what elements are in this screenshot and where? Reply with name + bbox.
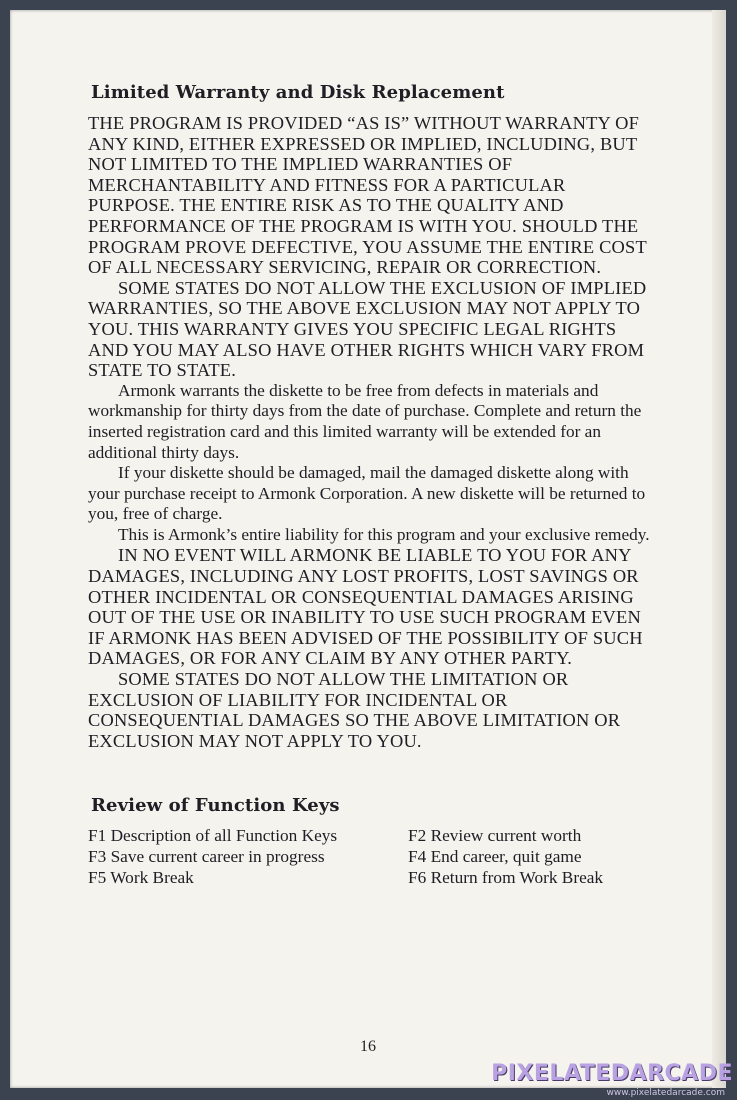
warranty-heading: Limited Warranty and Disk Replacement: [91, 82, 505, 103]
warranty-paragraph-1: THE PROGRAM IS PROVIDED “AS IS” WITHOUT WARRANTY OF ANY KIND, EITHER EXPRESSED OR IMPLIED, INCLUDING, BUT NOT LIMITED TO THE IMPLIED WARRANTIES OF MERCHANTABILITY AND FITNESS FOR A PARTICULAR PURPOSE. THE ENTIRE RISK AS TO THE QUALITY AND PERFORMANCE OF THE PROGRAM IS WITH YOU. SHOULD THE PROGRAM PROVE DEFECTIVE, YOU ASSUME THE ENTIRE COST OF ALL NECESSARY SERVICING, REPAIR OR CORRECTION.: [88, 113, 647, 278]
function-key-f6: F6 Return from Work Break: [408, 867, 604, 887]
warranty-paragraph-6: IN NO EVENT WILL ARMONK BE LIABLE TO YOU FOR ANY DAMAGES, INCLUDING ANY LOST PROFITS, LOST SAVINGS OR OTHER INCIDENTAL OR CONSEQUENTIAL DAMAGES ARISING OUT OF THE USE OR INABILITY TO USE SUCH PROGRAM EVEN IF ARMONK HAS BEEN ADVISED OF THE POSSIBILITY OF SUCH DAMAGES, OR FOR ANY CLAIM BY ANY OTHER PARTY.: [88, 545, 643, 669]
function-key-f5: F5 Work Break: [88, 867, 194, 887]
function-key-f2: F2 Review current worth: [408, 826, 582, 846]
warranty-paragraph-2: SOME STATES DO NOT ALLOW THE EXCLUSION OF IMPLIED WARRANTIES, SO THE ABOVE EXCLUSION MAY NOT APPLY TO YOU. THIS WARRANTY GIVES YOU SPECIFIC LEGAL RIGHTS AND YOU MAY ALSO HAVE OTHER RIGHTS WHICH VARY FROM STATE TO STATE.: [88, 277, 647, 381]
page-spine: [712, 10, 726, 1088]
manual-page: [10, 10, 726, 1088]
warranty-paragraph-7: SOME STATES DO NOT ALLOW THE LIMITATION OR EXCLUSION OF LIABILITY FOR INCIDENTAL OR CONSEQUENTIAL DAMAGES SO THE ABOVE LIMITATION OR EXCLUSION MAY NOT APPLY TO YOU.: [88, 669, 621, 751]
warranty-paragraph-3: Armonk warrants the diskette to be free from defects in materials and workmanship for thirty days from the date of purchase. Complete and return the inserted registration card and this limited warranty will be extended for an additional thirty days.: [88, 380, 642, 462]
function-keys-heading: Review of Function Keys: [91, 795, 340, 817]
watermark-brand: PIXELATEDARCADE: [491, 1061, 733, 1086]
warranty-paragraph-4: If your diskette should be damaged, mail the damaged diskette along with your purchase receipt to Armonk Corporation. A new diskette will be returned to you, free of charge.: [88, 463, 646, 524]
function-key-f1: F1 Description of all Function Keys: [88, 826, 338, 846]
page-content: [88, 82, 654, 888]
function-key-f3: F3 Save current career in progress: [88, 847, 325, 866]
function-keys-list: [88, 826, 654, 888]
page-number: 16: [360, 1038, 376, 1055]
function-key-f4: F4 End career, quit game: [408, 847, 582, 866]
watermark-url: www.pixelatedarcade.com: [606, 1088, 725, 1098]
warranty-paragraph-5: This is Armonk’s entire liability for this program and your exclusive remedy.: [118, 524, 650, 544]
